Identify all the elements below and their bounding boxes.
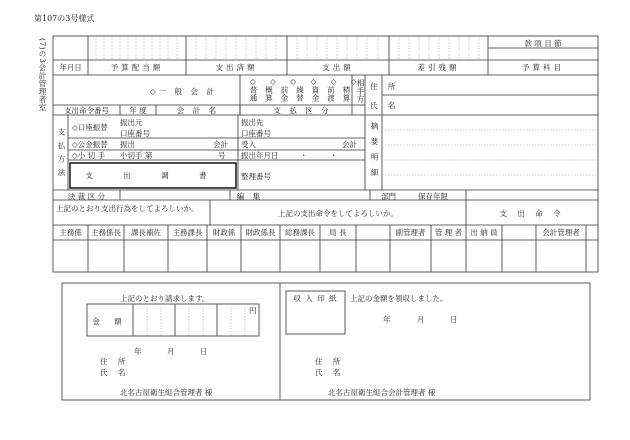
retention-label: 保存年限 (418, 192, 448, 201)
role-5: 財政係長 (245, 228, 276, 237)
address-label: 住 所 (370, 82, 400, 91)
account-name-label: 会 計 名 (176, 106, 220, 115)
receipt-address: 住 所 (315, 357, 345, 366)
type-seisan: 精算 (342, 86, 351, 102)
receipt-month: 月 (417, 315, 425, 324)
request-text: 上記のとおり支出行為をしてよろしいか。 (56, 204, 199, 213)
payment-types (249, 86, 351, 102)
cheque-option: ◇小 切 手 (72, 151, 106, 160)
claim-month: 月 (167, 347, 175, 356)
type-futsuu: 普通 (249, 86, 258, 102)
role-7: 局 長 (329, 228, 347, 237)
to-title: 振出先 (241, 118, 264, 127)
edit-label: 編 集 (236, 192, 264, 201)
balance-header: 差引残額 (417, 63, 460, 72)
cheque-go: 号 (218, 151, 226, 160)
withdraw-account: 会計 (213, 140, 228, 149)
payment-header: 支出額 (322, 63, 354, 72)
role-10: 管 理 者 (434, 228, 463, 237)
from-title: 振出元 (120, 118, 143, 127)
receipt-name: 氏 名 (315, 368, 345, 377)
reg-number-label: 整理番号 (241, 172, 271, 181)
public-transfer-option: ◇公金振替 (72, 140, 108, 149)
to-account: 口座番号 (241, 129, 271, 138)
order-text: 上記の支出命令をしてよろしいか。 (278, 209, 398, 218)
withdraw-label: 振出 (120, 140, 135, 149)
payment-class-label: 支 払 区 分 (273, 106, 332, 115)
budget-item-header: 予算科目 (522, 63, 564, 72)
claim-addressee: 北名古屋衛生組合管理者 様 (120, 388, 213, 397)
transfer-option: ◇口座振替 (72, 123, 108, 132)
role-6: 総務課長 (285, 228, 315, 237)
order-number-label: 支出命令番号 (64, 106, 109, 115)
type-maewatari: 前渡 (326, 86, 336, 102)
type-shikin: 資金 (311, 86, 320, 102)
yen-label: 円 (249, 306, 257, 315)
kanmoku-label: 款 項 目 節 (524, 39, 562, 48)
decision-class: 決 裁 区 分 (67, 192, 106, 201)
from-account: 口座番号 (120, 129, 150, 138)
receipt-year: 年 (383, 315, 391, 324)
receive-account: 会計 (342, 140, 357, 149)
date-header: 年月日 (59, 63, 82, 72)
dept-label: 部門 (381, 192, 396, 201)
type-kurikae: 繰替 (295, 86, 305, 102)
name-label: 氏 名 (370, 101, 400, 110)
receipt-text: 上記の金額を領収しました。 (350, 294, 448, 303)
form-number: 第107の3号様式 (34, 14, 95, 23)
counterparty-label: 相手方 (356, 79, 365, 103)
left-vertical-label: (7)の3会計管理者室 (38, 38, 47, 112)
receipt-addressee: 北名古屋衛生組合会計管理者 様 (328, 388, 436, 397)
voucher-title: 支 出 調 書 (85, 171, 221, 180)
issue-date-label: 振出年月日 (241, 151, 279, 160)
claim-request: 上記のとおり請求します。 (120, 294, 210, 303)
claim-name: 氏 名 (100, 368, 130, 377)
type-maekin: 前金 (280, 86, 289, 102)
role-4: 財政係 (212, 228, 236, 237)
claim-year: 年 (134, 347, 142, 356)
payment-order: 支 出 命 令 (499, 209, 565, 218)
stamp-label: 収 入 印 紙 (293, 294, 338, 303)
claim-day: 日 (200, 347, 208, 356)
receipt-day: 日 (450, 315, 458, 324)
type-gaisan: 概算 (264, 86, 274, 102)
claim-address: 住 所 (100, 357, 130, 366)
role-2: 課長補佐 (131, 228, 161, 237)
paid-header: 支出済額 (215, 63, 258, 72)
method-label: 支払方法 (57, 128, 66, 182)
role-13: 会計管理者 (542, 228, 580, 237)
cheque-number-label: 小切手 第 (120, 151, 153, 160)
amount-label: 金 額 (92, 317, 128, 326)
role-3: 主務課長 (172, 228, 203, 237)
summary-label: 摘要明細 (370, 122, 379, 184)
budget-allocated-header: 予算配当額 (110, 63, 164, 72)
role-11: 出 納 員 (470, 228, 498, 237)
role-0: 主務係 (59, 228, 82, 237)
role-1: 主務係長 (91, 228, 121, 237)
role-9: 副管理者 (395, 228, 426, 237)
fiscal-year-label: 年 度 (129, 106, 147, 115)
general-account: ◇一 般 会 計 (150, 87, 217, 96)
issue-date-dots: ・ ・ (300, 151, 348, 160)
receive-label: 受入 (241, 140, 256, 149)
diamond-row: ◇ ◇ ◇ ◇ ◇ ◇ (250, 77, 363, 86)
